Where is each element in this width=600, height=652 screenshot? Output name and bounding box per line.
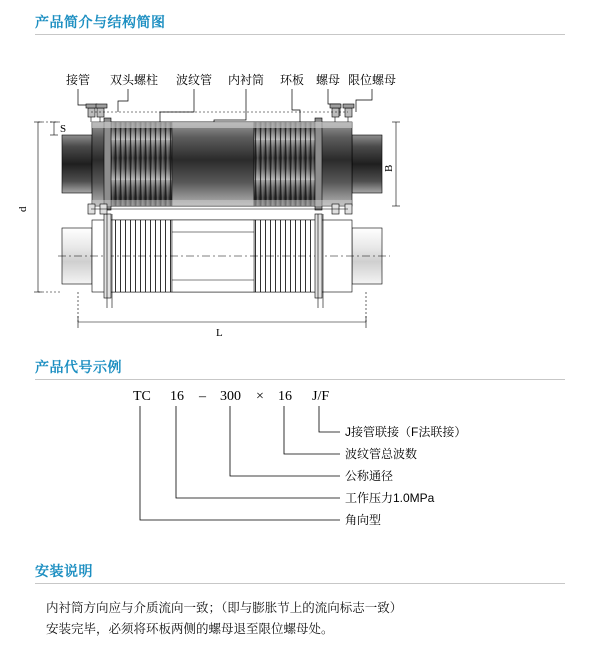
code-token-3: 300 (220, 389, 241, 404)
code-explanation-4: 角向型 (345, 513, 382, 527)
callout-label-4: 环板 (280, 73, 305, 87)
title-divider-1 (35, 34, 565, 35)
install-note-line-2: 安装完毕，必须将环板两侧的螺母退至限位螺母处。 (46, 622, 334, 636)
code-token-6: J/F (312, 389, 330, 404)
dim-label-d: d (17, 206, 29, 212)
callout-label-2: 波纹管 (176, 73, 213, 87)
code-leaders (140, 406, 340, 520)
code-explanation-3: 工作压力1.0MPa (345, 491, 435, 505)
callout-label-1: 双头螺柱 (110, 73, 159, 87)
code-tokens (133, 389, 329, 404)
callout-label-5: 螺母 (316, 73, 341, 87)
code-explanation-0: J接管联接（F法联接） (345, 425, 467, 439)
callout-labels (66, 72, 396, 87)
dim-label-l: L (216, 327, 223, 339)
section-title-product-code: 产品代号示例 (35, 359, 122, 375)
install-notes (46, 598, 566, 640)
dim-label-s: S (60, 123, 67, 135)
code-token-4: × (256, 389, 264, 404)
code-explanation-2: 公称通径 (345, 469, 394, 483)
section-view (58, 204, 390, 308)
structure-diagram (0, 60, 600, 350)
code-token-1: 16 (170, 389, 184, 404)
code-token-2: – (199, 389, 206, 404)
callout-label-3: 内衬筒 (228, 73, 265, 87)
code-explanations (345, 424, 466, 527)
install-note-line-1: 内衬筒方向应与介质流向一致；（即与膨胀节上的流向标志一致） (46, 601, 403, 615)
callout-label-0: 接管 (66, 73, 91, 87)
product-code-diagram (0, 380, 600, 545)
code-token-5: 16 (278, 389, 292, 404)
section-title-product-intro: 产品简介与结构简图 (35, 14, 166, 30)
dim-label-b: B (383, 164, 395, 172)
section-title-install: 安装说明 (35, 563, 93, 579)
code-token-0: TC (133, 389, 151, 404)
code-explanation-1: 波纹管总波数 (345, 447, 418, 461)
title-divider-3 (35, 583, 565, 584)
callout-label-6: 限位螺母 (348, 73, 397, 87)
